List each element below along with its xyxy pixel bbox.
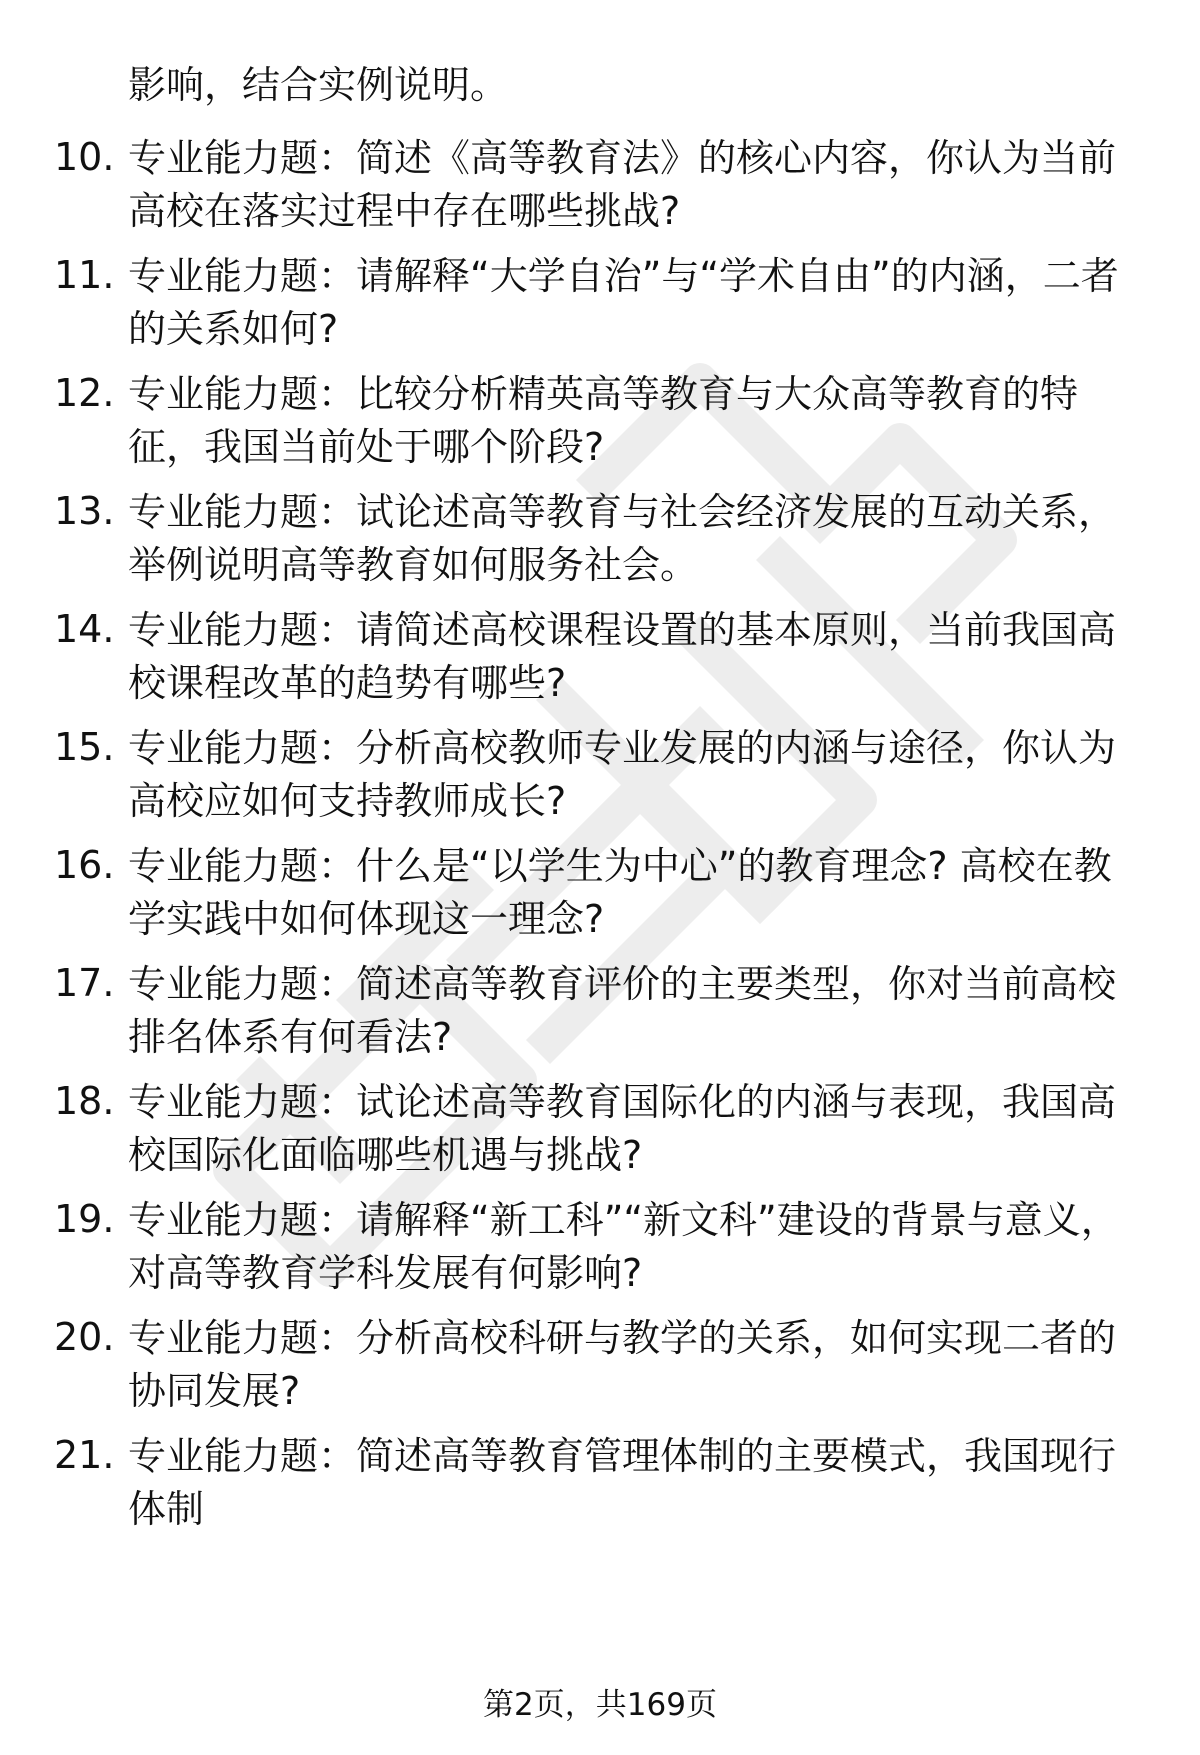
continuation-text: 影响，结合实例说明。 [128,63,509,107]
item-number: 16. [54,843,115,887]
item-number: 10. [54,135,115,179]
item-number: 11. [54,253,115,297]
list-item [0,1076,1200,1186]
page-footer: 第2页，共169页 [483,1687,717,1723]
item-text: 专业能力题：分析高校科研与教学的关系，如何实现二者的协同发展? [128,1316,1117,1413]
item-text: 专业能力题：什么是“以学生为中心”的教育理念? 高校在教学实践中如何体现这一理念? [128,844,1112,941]
item-text: 专业能力题：比较分析精英高等教育与大众高等教育的特征，我国当前处于哪个阶段? [128,372,1079,469]
list-item [0,1430,1200,1540]
item-number: 14. [54,607,115,651]
item-text: 专业能力题：简述高等教育评价的主要类型，你对当前高校排名体系有何看法? [128,962,1117,1059]
list-item [0,1312,1200,1422]
list-item [0,722,1200,832]
item-text: 专业能力题：请解释“新工科”“新文科”建设的背景与意义，对高等教育学科发展有何影响? [128,1198,1119,1295]
list-item [0,486,1200,596]
item-text: 专业能力题：请解释“大学自治”与“学术自由”的内涵，二者的关系如何? [128,254,1119,351]
item-text: 专业能力题：简述高等教育管理体制的主要模式，我国现行体制 [128,1434,1117,1531]
list-item [0,1194,1200,1304]
item-number: 18. [54,1079,115,1123]
list-item [0,132,1200,242]
list-item [0,604,1200,714]
item-text: 专业能力题：简述《高等教育法》的核心内容，你认为当前高校在落实过程中存在哪些挑战? [128,136,1117,233]
item-text: 专业能力题：试论述高等教育国际化的内涵与表现，我国高校国际化面临哪些机遇与挑战? [128,1080,1117,1177]
item-number: 20. [54,1315,115,1359]
item-number: 19. [54,1197,115,1241]
item-text: 专业能力题：请简述高校课程设置的基本原则，当前我国高校课程改革的趋势有哪些? [128,608,1117,705]
item-number: 13. [54,489,115,533]
list-item [0,840,1200,950]
item-number: 12. [54,371,115,415]
list-item [0,368,1200,478]
item-number: 21. [54,1433,115,1477]
list-item [0,958,1200,1068]
item-text: 专业能力题：试论述高等教育与社会经济发展的互动关系，举例说明高等教育如何服务社会。 [128,490,1117,587]
item-number: 15. [54,725,115,769]
list-item [0,250,1200,360]
item-text: 专业能力题：分析高校教师专业发展的内涵与途径，你认为高校应如何支持教师成长? [128,726,1117,823]
item-number: 17. [54,961,115,1005]
